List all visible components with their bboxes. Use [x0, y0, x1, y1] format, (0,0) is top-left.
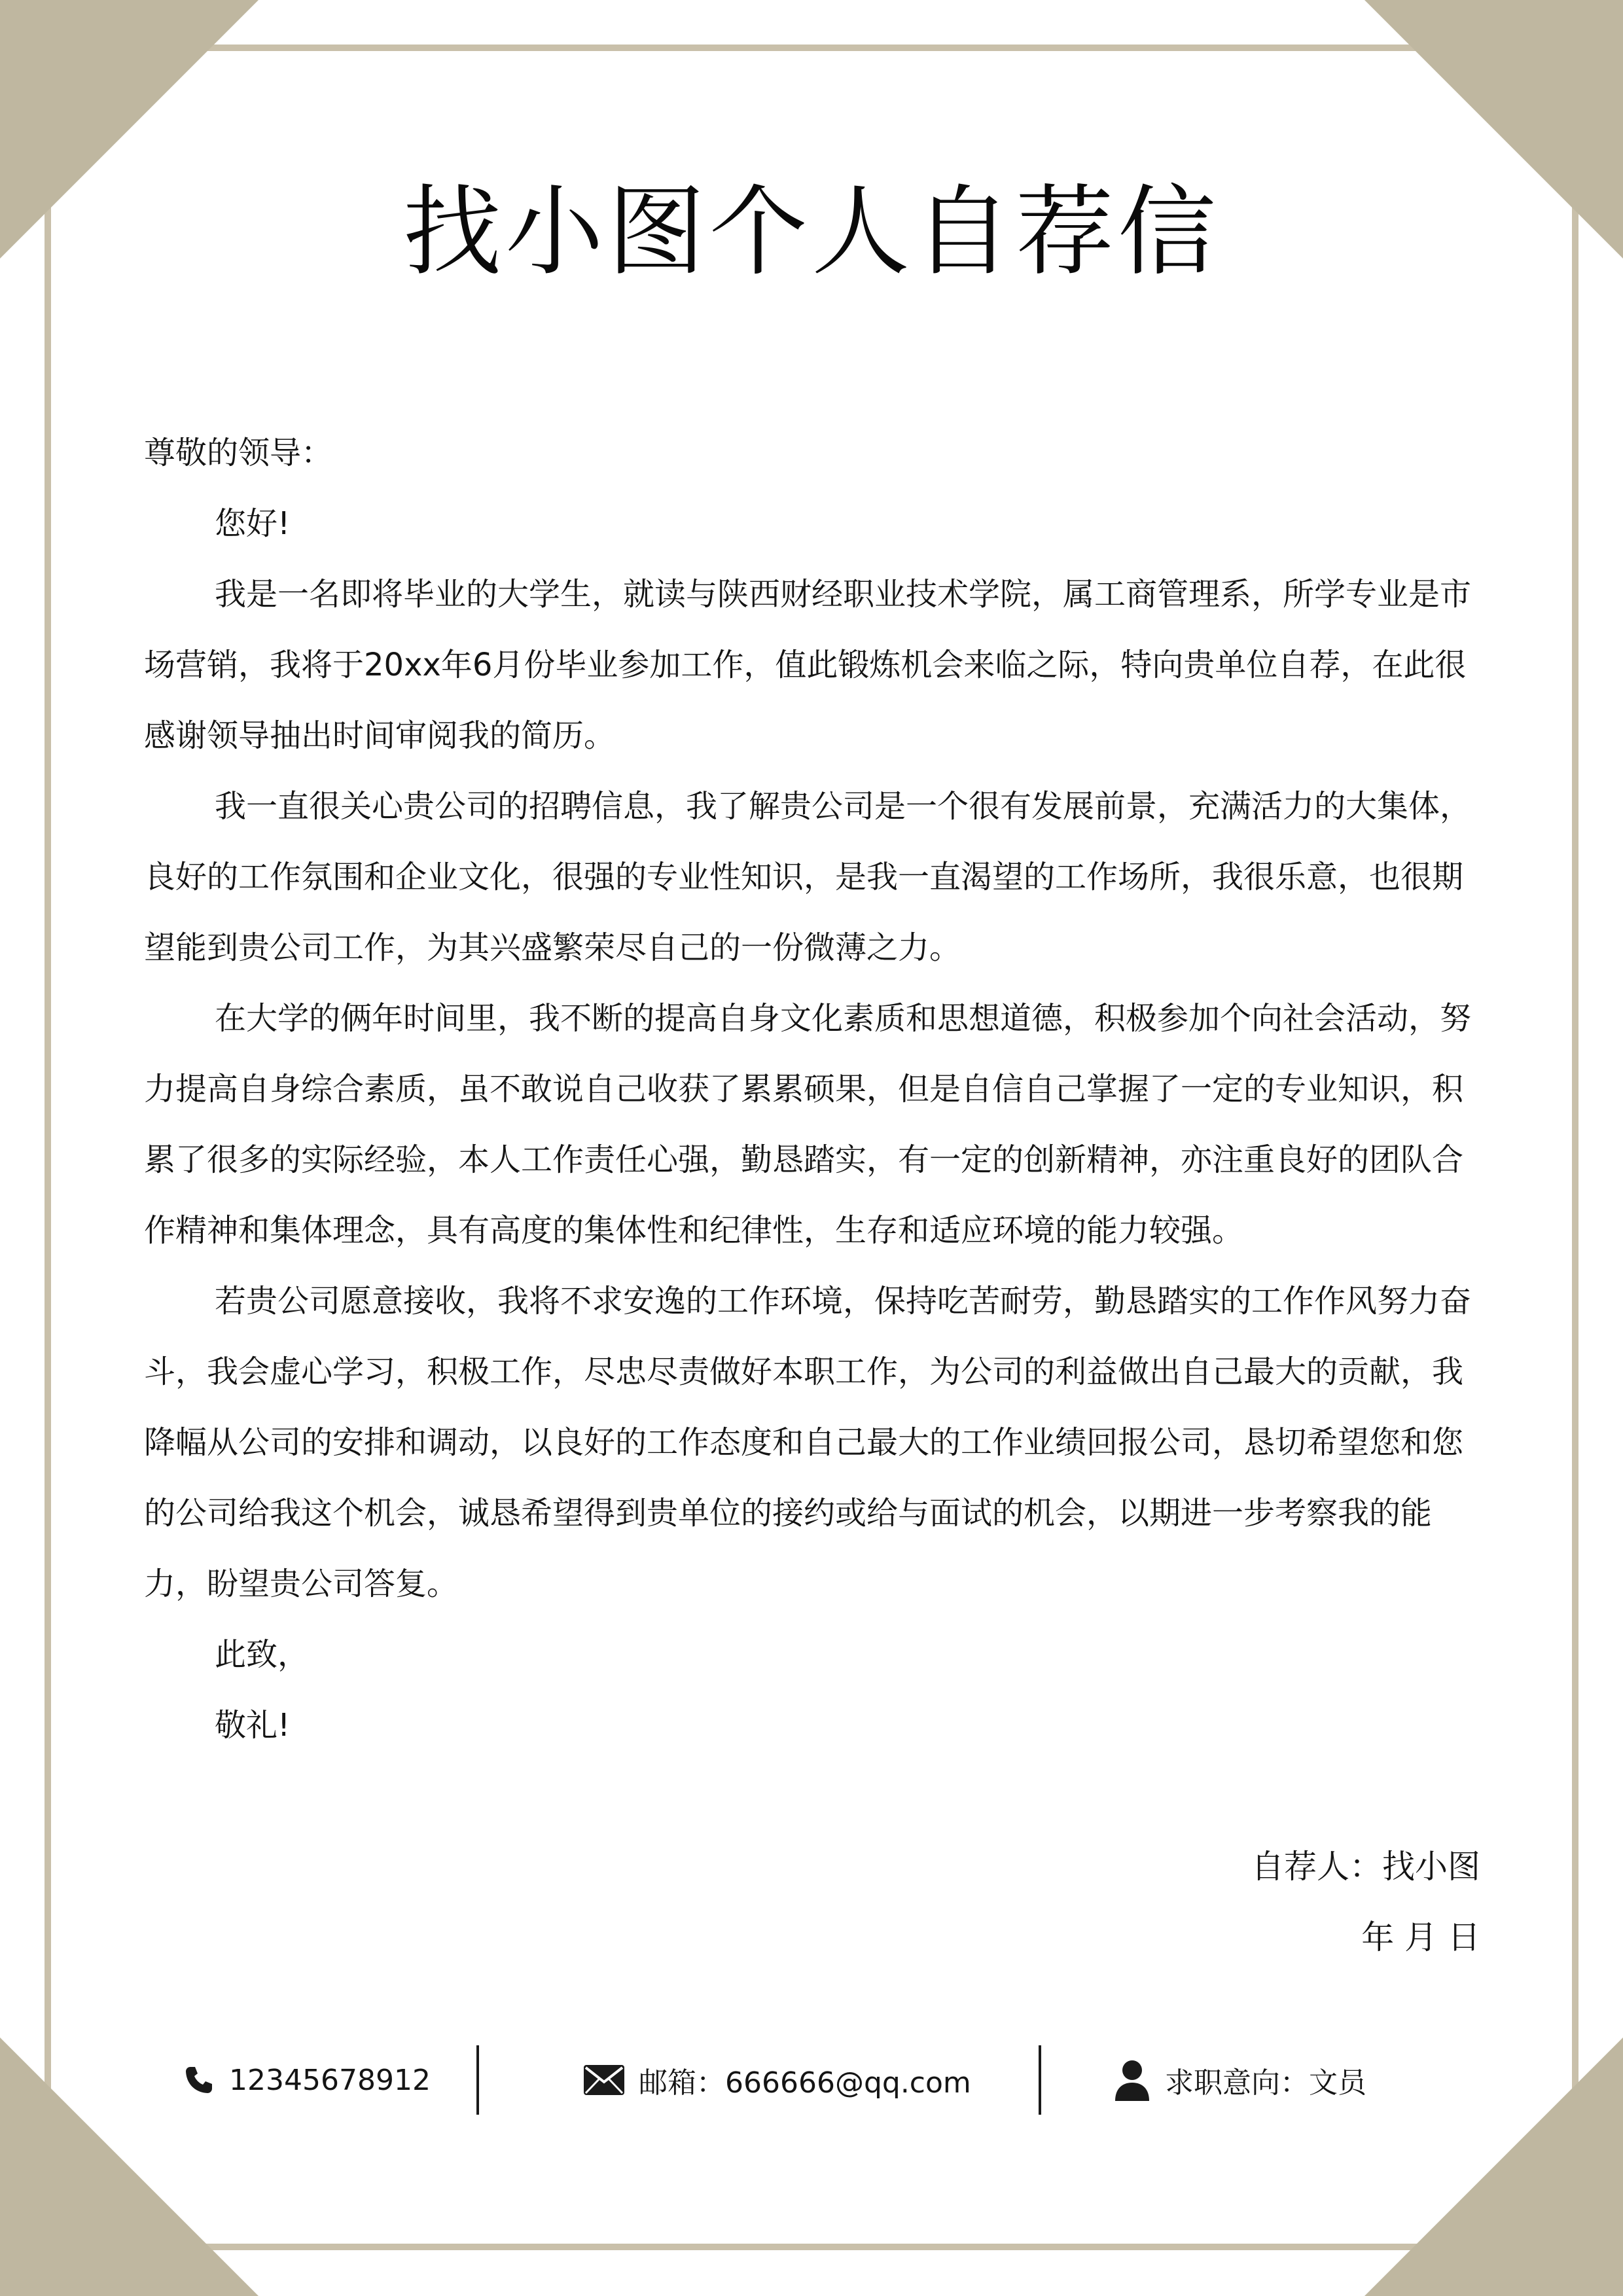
contact-divider-2: [1039, 2045, 1041, 2115]
envelope-icon: [584, 2065, 624, 2095]
contact-email: [584, 2047, 971, 2113]
paragraph-4: 若贵公司愿意接收，我将不求安逸的工作环境，保持吃苦耐劳，勤恳踏实的工作作风努力奋斗，我会虚心学习，积极工作，尽忠尽责做好本职工作，为公司的利益做出自己最大的贡献，我降幅从公司的安排和调动，以良好的工作态度和自己最大的工作业绩回报公司，恳切希望您和您的公司给我这个机会，诚恳希望得到贵单位的接约或给与面试的机会，以期进一步考察我的能力，盼望贵公司答复。: [144, 1283, 1472, 1602]
frame-line-left: [45, 0, 51, 2296]
paragraph-2: 我一直很关心贵公司的招聘信息，我了解贵公司是一个很有发展前景，充满活力的大集体，良好的工作氛围和企业文化，很强的专业性知识，是我一直渴望的工作场所，我很乐意，也很期望能到贵公司工作，为其兴盛繁荣尽自己的一份微薄之力。: [144, 788, 1472, 966]
page-title: 找小图个人自荐信: [402, 175, 1220, 289]
salutation: 尊敬的领导：: [144, 435, 333, 471]
greeting: 您好!: [215, 505, 291, 542]
person-icon: [1114, 2059, 1150, 2101]
signature-date: 年 月 日: [1361, 1918, 1480, 1956]
email-address: 邮箱：666666@qq.com: [639, 2066, 971, 2100]
contact-job-intent: [1114, 2047, 1366, 2113]
phone-icon: [183, 2064, 215, 2096]
frame-line-right: [1572, 0, 1578, 2296]
signature-block: [1251, 1831, 1480, 1973]
letter-body: [144, 418, 1486, 1761]
contact-divider-1: [476, 2045, 479, 2115]
closing-line-2: 敬礼!: [215, 1707, 291, 1744]
paragraph-3: 在大学的俩年时间里，我不断的提高自身文化素质和思想道德，积极参加个向社会活动，努力提高自身综合素质，虽不敢说自己收获了累累硕果，但是自信自己掌握了一定的专业知识，积累了很多的实际经验，本人工作责任心强，勤恳踏实，有一定的创新精神，亦注重良好的团队合作精神和集体理念，具有高度的集体性和纪律性，生存和适应环境的能力较强。: [144, 1000, 1472, 1249]
phone-number: 12345678912: [229, 2063, 431, 2097]
paragraph-1: 我是一名即将毕业的大学生，就读与陕西财经职业技术学院，属工商管理系，所学专业是市场营销，我将于20xx年6月份毕业参加工作，值此锻炼机会来临之际，特向贵单位自荐，在此很感谢领导抽出时间审阅我的简历。: [144, 576, 1472, 754]
closing-line-1: 此致，: [215, 1636, 310, 1673]
job-intent: 求职意向：文员: [1165, 2066, 1366, 2100]
corner-triangle-bottom-right: [1361, 2034, 1623, 2296]
contact-phone: [183, 2047, 431, 2113]
signer-name: 自荐人：找小图: [1251, 1848, 1480, 1886]
